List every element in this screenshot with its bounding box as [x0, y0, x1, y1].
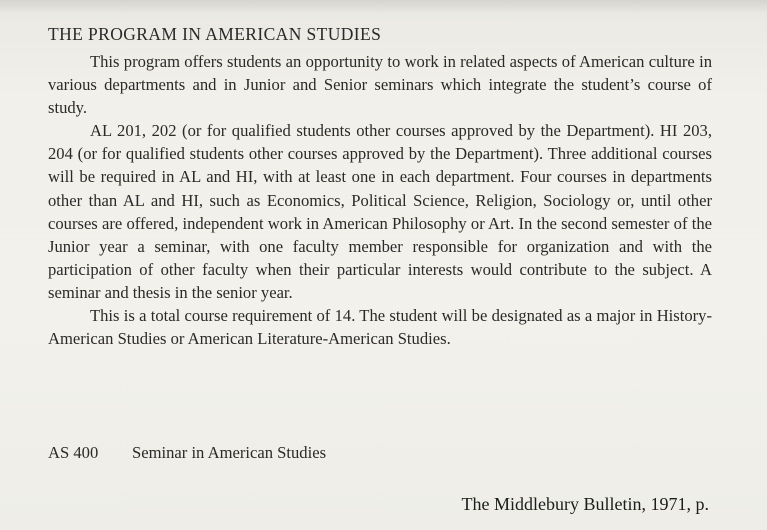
- paragraph-requirements: AL 201, 202 (or for qualified students other courses approved by the Department). HI 203, 204 (or for qualified students other courses approved by the Department). Three additional courses will be required in AL and HI, with at least one in each department. Four courses in departments other than AL and HI, such as Economics, Political Science, Religion, Sociology or, until other courses are offered, independent work in American Philosophy or Art. In the second semester of the Junior year a seminar, with one faculty member responsible for organization and with the participation of other faculty when their particular interests would contribute to the subject. A seminar and thesis in the senior year.: [48, 121, 712, 302]
- course-listing: [48, 441, 332, 464]
- course-number: AS 400: [48, 443, 99, 462]
- course-title: Seminar in American Studies: [132, 443, 327, 462]
- paragraph-total: This is a total course requirement of 14. The student will be designated as a major in History-American Studies or American Literature-American Studies.: [48, 306, 712, 349]
- document-body: [48, 22, 712, 350]
- section-heading: THE PROGRAM IN AMERICAN STUDIES: [48, 24, 382, 44]
- page-top-shadow: [0, 0, 767, 14]
- paragraph-intro: This program offers students an opportunity to work in related aspects of American culture in various departments and in Junior and Senior seminars which integrate the student’s course of study.: [48, 52, 712, 118]
- citation-caption: The Middlebury Bulletin, 1971, p.: [461, 494, 709, 514]
